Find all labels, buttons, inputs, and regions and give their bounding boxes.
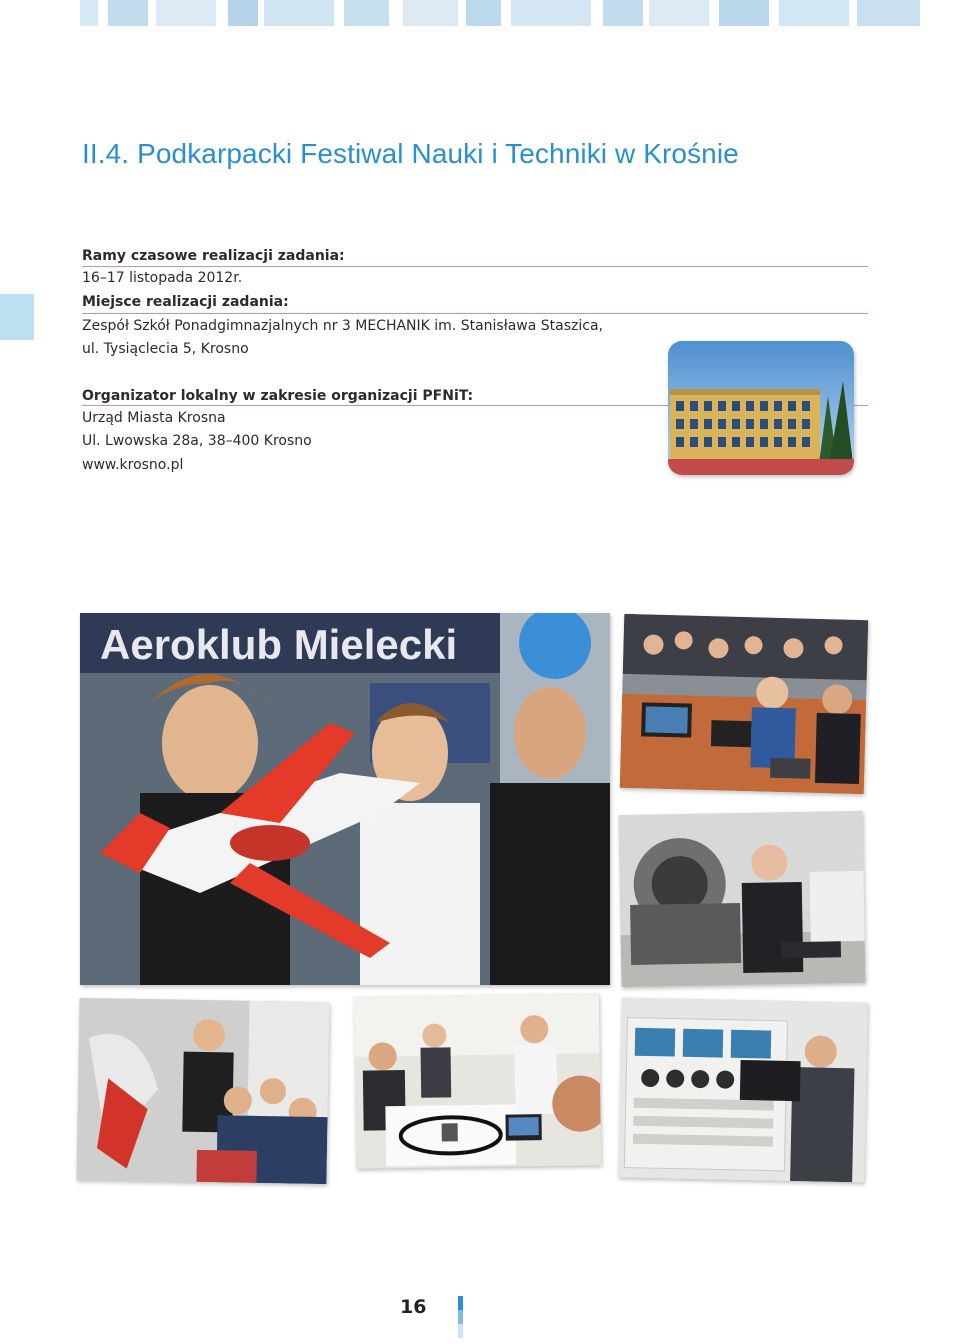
timeframe-label: Ramy czasowe realizacji zadania:	[82, 248, 345, 264]
robotics-workshop-photo	[354, 993, 601, 1168]
simulator-students-photo	[76, 998, 329, 1184]
organizer-label: Organizator lokalny w zakresie organizacji PFNiT:	[82, 388, 474, 404]
cockpit-panel-photo	[618, 997, 868, 1182]
decorative-top-band	[80, 0, 960, 26]
organizer-address: Ul. Lwowska 28a, 38–400 Krosno	[82, 433, 312, 449]
venue-label: Miejsce realizacji zadania:	[82, 294, 289, 310]
organizer-website[interactable]: www.krosno.pl	[82, 457, 184, 473]
aeroklub-banner-text: Aeroklub Mielecki	[100, 621, 458, 668]
page-title: II.4. Podkarpacki Festiwal Nauki i Techniki w Krośnie	[82, 138, 739, 169]
divider	[82, 266, 868, 267]
timeframe-value: 16–17 listopada 2012r.	[82, 270, 243, 286]
school-building-photo	[668, 341, 854, 475]
organizer-name: Urząd Miasta Krosna	[82, 410, 226, 426]
page-number-accent-bar	[458, 1296, 463, 1338]
engine-exhibit-photo	[619, 811, 866, 987]
divider	[82, 313, 868, 314]
page-number: 16	[400, 1296, 427, 1318]
venue-line-1: Zespół Szkół Ponadgimnazjalnych nr 3 MECHANIK im. Stanisława Staszica,	[82, 318, 603, 334]
venue-line-2: ul. Tysiąclecia 5, Krosno	[82, 341, 249, 357]
aeroklub-stand-photo	[80, 613, 610, 985]
side-section-tab	[0, 294, 34, 340]
computer-lab-photo	[620, 614, 868, 794]
